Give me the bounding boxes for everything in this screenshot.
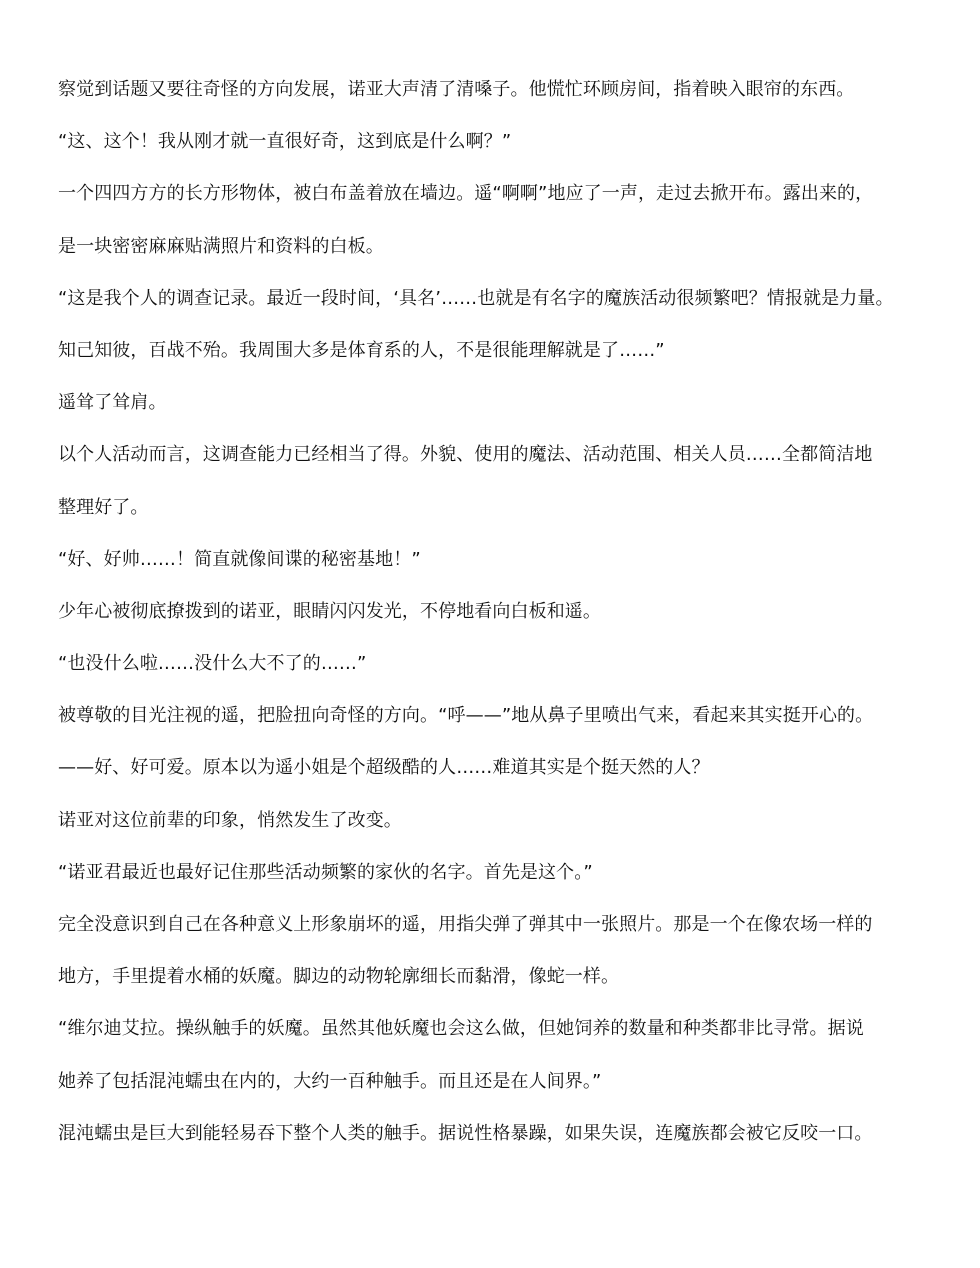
text-line-9: 整理好了。: [58, 496, 149, 518]
text-line-10: “好、好帅……！简直就像间谍的秘密基地！”: [58, 548, 421, 570]
text-line-15: 诺亚对这位前辈的印象，悄然发生了改变。: [58, 809, 402, 831]
text-line-2: “这、这个！我从刚才就一直很好奇，这到底是什么啊？”: [58, 131, 512, 153]
text-line-1: 察觉到话题又要往奇怪的方向发展，诺亚大声清了清嗓子。他慌忙环顾房间，指着映入眼帘的东西。: [58, 79, 855, 100]
text-line-6: 知己知彼，百战不殆。我周围大多是体育系的人，不是很能理解就是了……”: [58, 339, 665, 361]
text-line-21: 混沌蠕虫是巨大到能轻易吞下整个人类的触手。据说性格暴躁，如果失误，连魔族都会被它反咬一口。: [58, 1122, 873, 1144]
text-line-17: 完全没意识到自己在各种意义上形象崩坏的遥，用指尖弹了弹其中一张照片。那是一个在像农场一样的: [58, 914, 873, 935]
text-line-13: 被尊敬的目光注视的遥，把脸扭向奇怪的方向。“呼——”地从鼻子里喷出气来，看起来其实挺开心的。: [58, 705, 874, 727]
text-line-11: 少年心被彻底撩拨到的诺亚，眼睛闪闪发光，不停地看向白板和遥。: [58, 600, 601, 622]
text-line-19: “维尔迪艾拉。操纵触手的妖魔。虽然其他妖魔也会这么做，但她饲养的数量和种类都非比寻常。据说: [58, 1018, 864, 1040]
text-line-20: 她养了包括混沌蠕虫在内的，大约一百种触手。而且还是在人间界。”: [58, 1070, 602, 1092]
text-line-14: ——好、好可爱。原本以为遥小姐是个超级酷的人……难道其实是个挺天然的人？: [58, 757, 710, 779]
text-line-3: 一个四四方方的长方形物体，被白布盖着放在墙边。遥“啊啊”地应了一声，走过去掀开布。露出来的，: [58, 183, 874, 205]
text-line-12: “也没什么啦……没什么大不了的……”: [58, 653, 367, 675]
text-line-8: 以个人活动而言，这调查能力已经相当了得。外貌、使用的魔法、活动范围、相关人员……全都简洁地: [58, 444, 873, 466]
text-line-4: 是一块密密麻麻贴满照片和资料的白板。: [58, 235, 384, 257]
document-body: [58, 64, 938, 1160]
text-line-18: 地方，手里提着水桶的妖魔。脚边的动物轮廓细长而黏滑，像蛇一样。: [58, 966, 620, 988]
text-line-7: 遥耸了耸肩。: [58, 392, 167, 414]
text-line-16: “诺亚君最近也最好记住那些活动频繁的家伙的名字。首先是这个。”: [58, 861, 593, 883]
text-line-5: “这是我个人的调查记录。最近一段时间，‘具名’……也就是有名字的魔族活动很频繁吧？情报就是力量。: [58, 287, 894, 309]
